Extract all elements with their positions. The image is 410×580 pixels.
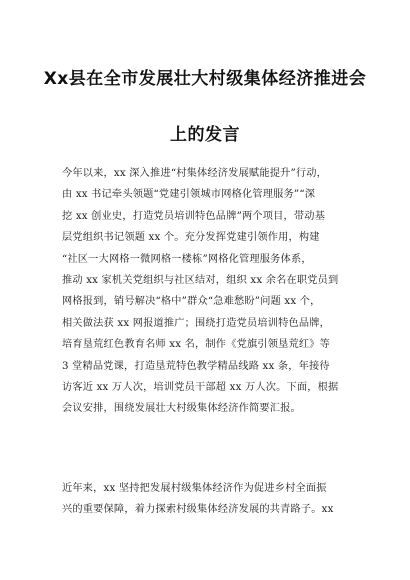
paragraph-line: 访客近 xx 万人次，培训党员干部超 xx 万人次。下面，根据 [62, 381, 339, 393]
paragraph-line: 相关做法获 xx 网报道推广；围绕打造党员培训特色品牌， [62, 317, 331, 329]
paragraph-line: 3 堂精品党课，打造垦荒特色教学精品线路 xx 条，年接待 [62, 360, 330, 372]
paragraph-line: 由 xx 书记牵头领题“党建引领城市网格化管理服务”“深 [62, 189, 316, 201]
paragraph-line: 层党组织书记领题 xx 个。充分发挥党建引领作用，构建 [62, 232, 320, 244]
document-title-line-2: 上的发言 [170, 125, 240, 145]
document-title-line-1: Xx县在全市发展壮大村级集体经济推进会 [43, 69, 367, 89]
paragraph-line: 近年来，xx 坚持把发展村级集体经济作为促进乡村全面振 [62, 483, 327, 494]
paragraph-line: “社区一大网格一微网格一楼栋”网格化管理服务体系， [62, 253, 312, 265]
paragraph-line: 今年以来，xx 深入推进“村集体经济发展赋能提升”行动， [62, 168, 328, 179]
paragraph-1 [62, 163, 352, 420]
paragraph-line: 培育垦荒红色教育名师 xx 名，制作《党旗引领垦荒红》等 [62, 339, 331, 351]
paragraph-line: 挖 xx 创业史，打造党员培训特色品牌”两个项目，带动基 [62, 210, 326, 222]
paragraph-2 [62, 478, 352, 521]
paragraph-line: 会议安排，围绕发展壮大村级集体经济作简要汇报。 [62, 403, 301, 415]
paragraph-line: 推动 xx 家机关党组织与社区结对，组织 xx 余名在职党员到 [62, 274, 339, 286]
paragraph-line: 兴的重要保障，着力探索村级集体经济发展的共青路子。xx [62, 504, 334, 516]
paragraph-line: 网格报到，销号解决“格中”群众“急难愁盼”问题 xx 个， [62, 296, 321, 308]
